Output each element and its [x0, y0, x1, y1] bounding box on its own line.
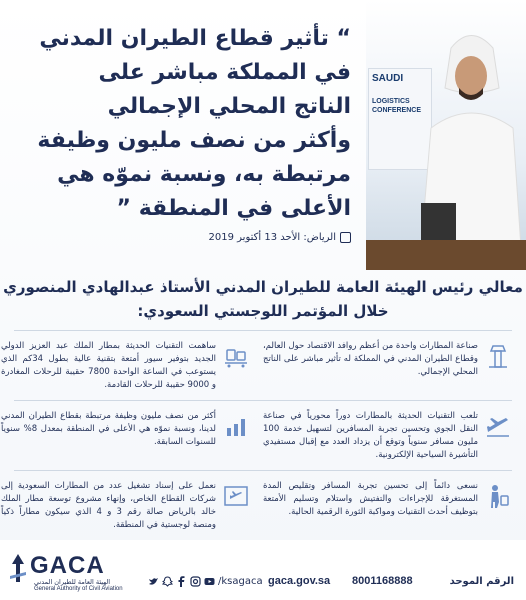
gaca-wordmark: GACA — [30, 552, 105, 579]
calendar-icon — [340, 232, 351, 243]
fact-text: أكثر من نصف مليون وظيفة مرتبطة بقطاع الطيران المدني لدينا، ونسبة نموّه هي الأعلى في المنطقة بمعدل 8% سنوياً للسنوات السابقة. — [1, 411, 217, 447]
twitter-icon[interactable] — [148, 576, 159, 587]
airport-terminal-icon — [222, 482, 250, 510]
quote-line: وأكثر من نصف مليون وظيفة — [37, 128, 351, 153]
heading-line2: خلال المؤتمر اللوجستي السعودي: — [137, 302, 389, 320]
quote-line: تأثير قطاع الطيران المدني — [39, 26, 329, 51]
date-line — [209, 232, 351, 243]
social-links — [148, 576, 263, 587]
luggage-conveyor-icon — [222, 342, 250, 370]
section-heading — [0, 275, 526, 323]
speaker-figure — [421, 18, 521, 248]
quote-line: الناتج المحلي الإجمالي — [107, 94, 351, 119]
fact-text: نعمل على إسناد تشغيل عدد من المطارات السعودية إلى شركات القطاع الخاص، وإنهاء مشروع توسعة مطار الملك خالد بالرياض صالة رقم 3 و 4 الذي سيكون مطاراً ذكياً ومنصة لوجستية في المنطقة. — [1, 481, 216, 530]
quote-open-mark: “ — [336, 26, 351, 51]
date-text: الرياض: الأحد 13 أكتوبر 2019 — [208, 232, 336, 243]
conference-logo-lines — [372, 97, 421, 115]
gaca-logo — [8, 552, 128, 597]
growth-chart-icon — [222, 412, 250, 440]
airplane-up-icon — [484, 412, 512, 440]
desk — [366, 240, 526, 270]
divider — [14, 470, 512, 471]
facebook-icon[interactable] — [176, 576, 187, 587]
quote-block — [21, 22, 351, 226]
fact-text: صناعة المطارات واحدة من أعظم روافد الاقتصاد حول العالم، وقطاع الطيران المدني في المملكة له تأثير مباشر على الناتج المحلي الإجمالي. — [263, 341, 478, 377]
social-handle[interactable]: /ksagaca — [218, 576, 263, 587]
speaker-photo — [366, 0, 526, 270]
phone-number[interactable]: 8001168888 — [352, 575, 413, 587]
gaca-emblem-icon — [8, 552, 28, 592]
fact-text: تلعب التقنيات الحديثة بالمطارات دوراً محورياً في صناعة النقل الجوي وتحسين تجربة المسافرين لتسهيل خدمة 100 مليون مسافر سنوياً وتوقع أن يزداد العدد مع إقبال مستفيدي التأشيرة السياحية الإلكترونية. — [263, 411, 478, 460]
heading-line1: معالي رئيس الهيئة العامة للطيران المدني الأستاذ عبدالهادي المنصوري — [3, 278, 523, 296]
website-link[interactable]: gaca.gov.sa — [268, 575, 331, 587]
divider — [14, 330, 512, 331]
youtube-icon[interactable] — [204, 576, 215, 587]
fact-text: ساهمت التقنيات الحديثة بمطار الملك عبد العزيز الدولي الجديد بتوفير سيور أمتعة بتقنية عالية بطول 34كم الذي يستوعب في الساعة الواحدة 7800 حقيبة للرحلات المغادرة و 9000 حقيبة للرحلات القادمة. — [1, 341, 217, 390]
facts-grid — [0, 330, 526, 545]
quote-line: مرتبطة به، ونسبة نموّه هي — [57, 162, 351, 187]
snapchat-icon[interactable] — [162, 576, 173, 587]
quote-line: في المملكة مباشر على — [98, 60, 351, 85]
instagram-icon[interactable] — [190, 576, 201, 587]
conference-logo-line1: SAUDI — [372, 73, 404, 84]
quote-close-mark: ” — [116, 196, 132, 221]
passenger-icon — [484, 482, 512, 510]
quote-line: الأعلى في المنطقة — [138, 196, 351, 221]
phone-label: الرقم الموحد — [449, 576, 514, 587]
control-tower-icon — [484, 342, 512, 370]
fact-text: نسعى دائماً إلى تحسين تجربة المسافر وتقليص المدة المستغرقة للإجراءات والتفتيش واستلام وتسليم الأمتعة بتوظيف أحدث التقنيات ومواكبة الثورة الرقمية الحالية. — [263, 481, 478, 517]
gaca-arabic-name: الهيئة العامة للطيران المدني — [34, 578, 111, 586]
gaca-english-name: General Authority of Civil Aviation — [34, 586, 123, 592]
conference-logo-line3: CONFERENCE — [372, 107, 422, 114]
divider — [14, 400, 512, 401]
conference-logo-line2: LOGISTICS — [372, 98, 410, 105]
